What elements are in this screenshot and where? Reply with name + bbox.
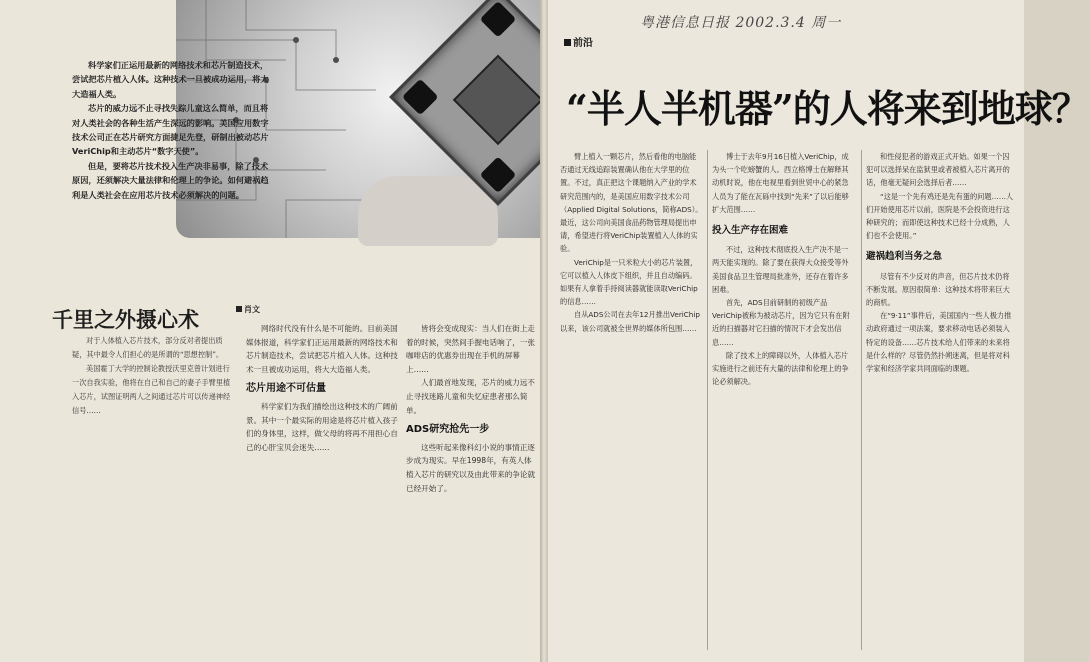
article-paragraph: 首先，ADS目前研制的初级产品VeriChip被称为被动芯片，因为它只有在附近的扫描器对它扫描的情况下才会发出信息…… (712, 298, 850, 347)
article-paragraph: 这些听起来像科幻小说的事情正逐步成为现实。早在1998年，有英人体植入芯片的研究以及由此带来的争论就已经开始了。 (406, 442, 536, 493)
side-column (72, 334, 232, 418)
page-gutter (540, 0, 548, 662)
right-column-2 (712, 150, 855, 388)
intro-paragraph: 芯片的威力远不止寻找失踪儿童这么简单，而且将对人类社会的各种生活产生深远的影响。美国应用数字技术公司正在芯片研究方面捷足先登，研制出被动芯片VeriChip和主动芯片“数字天使”。 (72, 103, 269, 157)
column-divider (861, 150, 862, 650)
article-paragraph: 科学家们为我们描绘出这种技术的广阔前景。其中一个最实际的用途是将芯片植入孩子们的身体里，这样，做父母的将再不用担心自己的心肝宝贝会迷失…… (246, 401, 398, 452)
square-bullet-icon (564, 39, 571, 46)
main-headline: “半人半机器”的人将来到地球？ (566, 86, 1089, 131)
intro-lead (72, 58, 272, 202)
chip-pad (402, 79, 439, 116)
side-paragraph: 美国霍丁大学的控制论教授沃里克曾计划进行一次自我实验，他将在自己和自己的妻子手臂里植入芯片，试图证明两人之间通过芯片可以传递神经信号…… (72, 364, 231, 415)
article-paragraph: 博士于去年9月16日植入VeriChip，成为头一个吃螃蟹的人。西立格博士在解释其动机时说，他在电视里看到世贸中心的紧急人员为了能在瓦砾中找到“先来”了以后能够扩大范围…… (712, 152, 849, 214)
subheading: 投入生产存在困难 (712, 225, 789, 237)
square-bullet-icon (236, 306, 242, 312)
article-paragraph: VeriChip是一只米粒大小的芯片装置，它可以植入人体皮下组织，并且自动编码。如果有人拿着手持阅读器就能读取VeriChip的信息…… (560, 257, 698, 307)
article-paragraph: “这是一个先有鸡还是先有蛋的问题……人们开始使用芯片以前，医院是不会投资进行这种研究的；而即使这种技术已经十分成熟，人们也不会使用。” (866, 191, 1014, 241)
article-paragraph: 除了技术上的障碍以外，人体植入芯片实施进行之前还有大量的法律和伦理上的争论必须解决。 (712, 350, 849, 387)
chip-core (453, 55, 544, 146)
article-paragraph: 在“9·11”事件后，美国国内一些人极力推动政府通过一项法案，要求移动电话必须装入特定的设备……芯片技术给人们带来的未来将是什么样的？尽管仍然扑朔迷离，但是将对科学家和经济学家共同面临的课题。 (866, 311, 1012, 374)
side-paragraph: 对于人体植入芯片技术，部分反对者提出质疑，其中最令人们担心的是所谓的“思想控制”。 (72, 336, 224, 359)
subheading: 芯片用途不可估量 (246, 383, 326, 395)
section-tag (564, 34, 593, 49)
intro-paragraph: 但是，要将芯片技术投入生产决非易事，除了技术原因，还须解决大量法律和伦理上的争论。如何避祸趋利是人类社会在应用芯片技术必须解决的问题。 (72, 160, 269, 200)
left-page (0, 0, 542, 662)
article-paragraph: 尽管有不少反对的声音，但芯片技术仍将不断发展。原因很简单：这种技术将带来巨大的商机。 (866, 271, 1010, 308)
article-paragraph: 不过，这种技术彻底投入生产决不是一两天能实现的。除了要在获得大众接受等外美国食品卫生管理局批准外，还存在着许多困难。 (712, 245, 849, 294)
chip-pad (480, 1, 517, 38)
article-column-b (406, 322, 538, 495)
right-column-1 (560, 150, 703, 335)
article-paragraph: 人们最首地发现，芯片的威力远不止寻找迷路儿童和失忆症患者那么简单。 (406, 378, 535, 415)
right-column-3 (866, 150, 1016, 375)
handwritten-source-note: 粤港信息日报 2002.3.4 周一 (640, 15, 842, 31)
article-paragraph: 皆将会变成现实：当人们在街上走着的时候，突然间手握电话响了，一张咖啡店的优惠券出现在手机的屏幕上…… (406, 324, 536, 374)
article-paragraph: 网络时代没有什么是不可能的。目前美国媒体报道，科学家们正运用最新的网络技术和芯片制造技术，尝试把芯片植入人体。这种技术一旦被成功运用，将大大造福人类。 (246, 324, 398, 374)
article-paragraph: 和性侵犯者的游戏正式开始。如果一个囚犯可以选择呆在监狱里或者被植入芯片离开的话，他毫无疑问会选择后者…… (866, 152, 1010, 188)
section-tag-label: 前沿 (573, 38, 593, 49)
byline (236, 304, 260, 315)
subheading: 避祸趋利当务之急 (866, 251, 943, 263)
article-paragraph: 臂上植入一颗芯片，然后看他的电脑能否通过无线追踪装置确认他在大学里的位置。不过，真正把这个课题纳入产业的学术研究范围内的，是美国应用数字技术公司（Applied Digital Solutions，简称ADS）。最近，这公司向美国食品药物管理局提出申请，希望进行将VeriChip装置植入人体的实验。 (560, 152, 703, 254)
byline-name: 肖文 (244, 305, 260, 314)
chip-pad (480, 156, 517, 193)
hand-graphic (358, 176, 498, 246)
intro-paragraph: 科学家们正运用最新的网络技术和芯片制造技术，尝试把芯片植入人体。这种技术一旦被成功运用，将大大造福人类。 (72, 60, 269, 99)
subheading: ADS研究抢先一步 (406, 424, 490, 436)
side-headline: 千里之外摄心术 (52, 307, 199, 332)
column-divider (707, 150, 708, 650)
article-column-a (246, 322, 402, 454)
article-paragraph: 自从ADS公司在去年12月推出VeriChip以来，该公司就被全世界的媒体所包围…… (560, 310, 700, 333)
